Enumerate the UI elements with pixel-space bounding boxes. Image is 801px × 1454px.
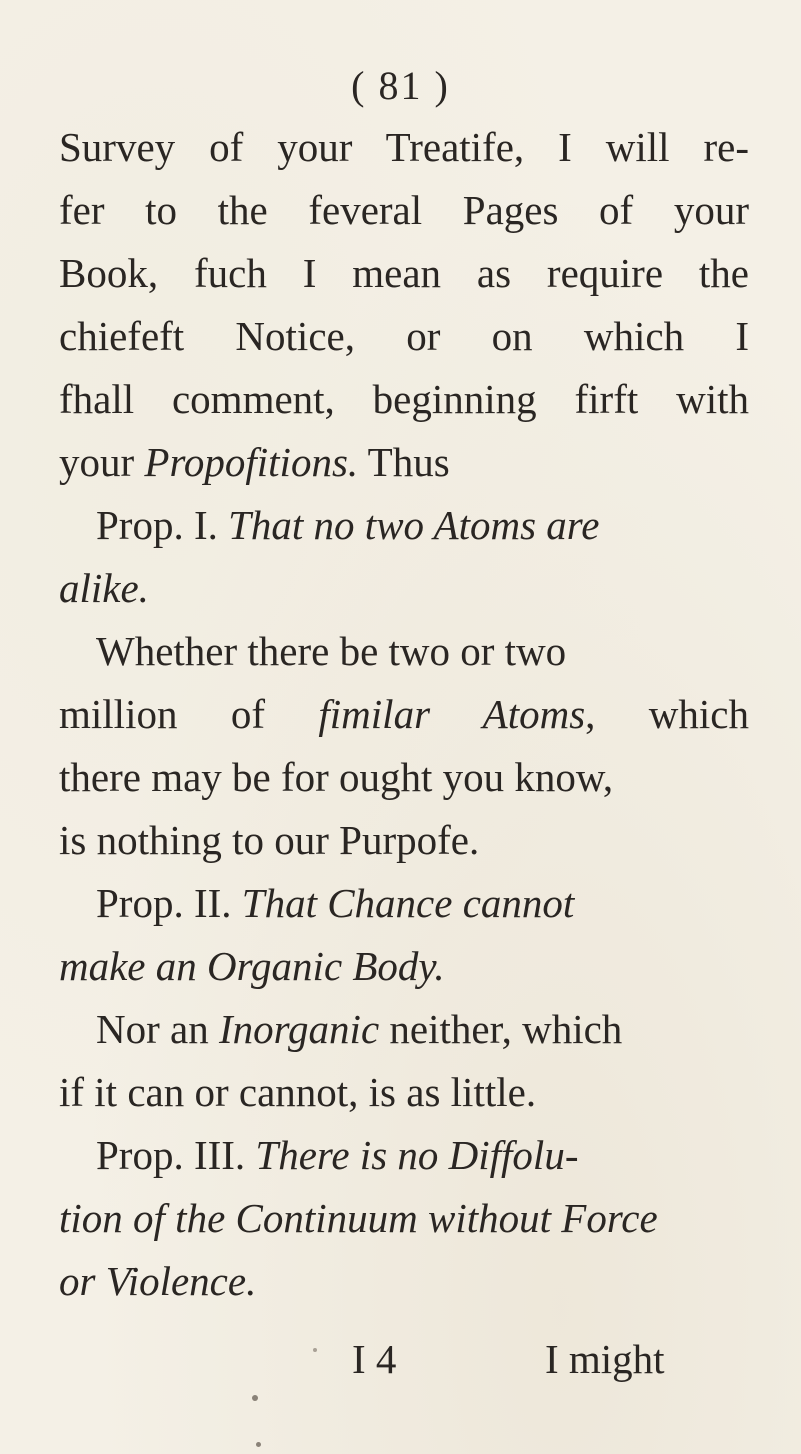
para-1-line-1: Whether there be two or two — [96, 628, 567, 674]
prop-3-title-cont-1: tion of the Continuum without Force — [59, 1195, 658, 1241]
propositions-word: Propofitions. — [144, 439, 359, 485]
prop-2-heading — [96, 878, 786, 928]
para-2-line-1 — [96, 1004, 786, 1054]
text-line-4: chiefeft Notice, or on which I — [59, 313, 749, 359]
text-line-6-end: Thus — [358, 439, 450, 485]
para-1-line-4: is nothing to our Purpofe. — [59, 817, 480, 863]
inorganic-word: Inorganic — [218, 1006, 380, 1052]
signature-mark: I 4 — [352, 1336, 397, 1382]
prop-1-label: Prop. I. — [96, 502, 229, 548]
text-line-6-start: your — [59, 439, 145, 485]
text-line-5: fhall comment, beginning firft with — [59, 376, 749, 422]
prop-3-title-cont-2: or Violence. — [59, 1258, 257, 1304]
para-2-line-1-end: neither, which — [379, 1006, 623, 1052]
prop-1-title: That no two Atoms are — [228, 502, 600, 548]
text-line-1: Survey of your Treatife, I will re- — [59, 124, 749, 170]
similar-atoms-phrase: fimilar Atoms — [318, 691, 586, 737]
prop-1-title-cont: alike. — [59, 565, 149, 611]
prop-2-title-cont: make an Organic Body. — [59, 943, 445, 989]
para-2-line-1-start: Nor an — [96, 1006, 219, 1052]
prop-3-heading — [96, 1130, 786, 1180]
prop-3-title: There is no Diffolu- — [255, 1132, 579, 1178]
catchword: I might — [545, 1336, 665, 1382]
para-1-line-3: there may be for ought you know, — [59, 754, 614, 800]
prop-2-title: That Chance cannot — [241, 880, 575, 926]
text-line-2: fer to the feveral Pages of your — [59, 187, 749, 233]
ink-speck — [252, 1395, 258, 1401]
prop-1-heading — [96, 500, 786, 550]
prop-2-label: Prop. II. — [96, 880, 242, 926]
para-1-line-2-end: , which — [585, 691, 750, 737]
para-1-line-2 — [59, 689, 749, 739]
prop-3-label: Prop. III. — [96, 1132, 256, 1178]
page-number-header: ( 81 ) — [351, 63, 450, 108]
text-line-3: Book, fuch I mean as require the — [59, 250, 749, 296]
ink-speck — [256, 1442, 261, 1447]
ink-speck — [313, 1348, 317, 1352]
text-line-6 — [59, 437, 749, 487]
para-2-line-2: if it can or cannot, is as little. — [59, 1069, 537, 1115]
para-1-line-2-start: million of — [59, 691, 319, 737]
